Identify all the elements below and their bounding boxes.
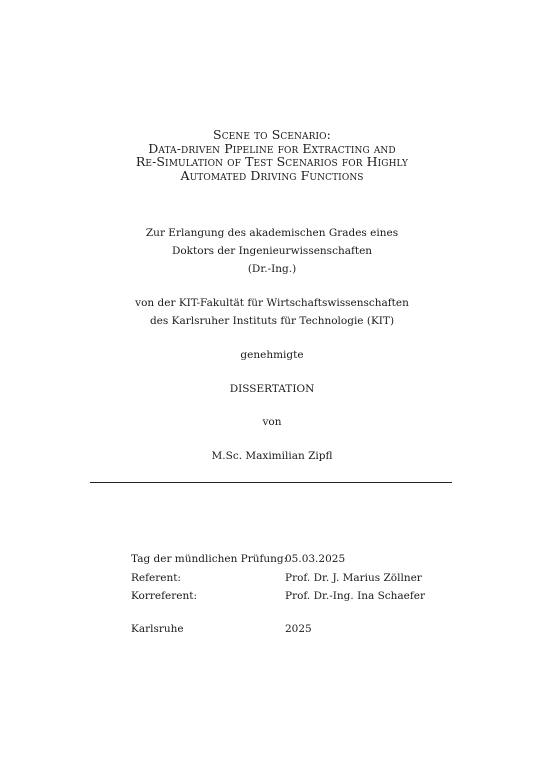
approved-text: genehmigte	[240, 349, 304, 361]
co-referee-value: Prof. Dr.-Ing. Ina Schaefer	[285, 590, 426, 602]
referee-label: Referent:	[131, 572, 181, 584]
author-name: M.Sc. Maximilian Zipfl	[211, 450, 333, 462]
degree-line-1: Zur Erlangung des akademischen Grades eines	[145, 227, 399, 239]
faculty-line-2: des Karlsruher Instituts für Technologie (KIT)	[149, 315, 395, 327]
degree-line-2: Doktors der Ingenieurwissenschaften	[171, 245, 373, 257]
title-line-3: Re-Simulation of Test Scenarios for Highly	[135, 154, 409, 169]
faculty-line-1: von der KIT-Fakultät für Wirtschaftswissenschaften	[135, 297, 409, 309]
exam-date-value: 05.03.2025	[285, 553, 346, 565]
horizontal-rule	[90, 482, 452, 483]
exam-date-label: Tag der mündlichen Prüfung:	[131, 553, 288, 565]
degree-line-3: (Dr.-Ing.)	[247, 263, 297, 275]
place-label: Karlsruhe	[131, 623, 184, 635]
document-type: DISSERTATION	[229, 383, 315, 395]
thesis-title	[60, 128, 484, 182]
referee-value: Prof. Dr. J. Marius Zöllner	[285, 572, 422, 584]
by-text: von	[262, 416, 282, 428]
title-line-2: Data-driven Pipeline for Extracting and	[148, 140, 396, 156]
title-line-1: Scene to Scenario:	[213, 127, 331, 142]
co-referee-label: Korreferent:	[131, 590, 197, 602]
title-line-4: Automated Driving Functions	[180, 167, 364, 183]
year-value: 2025	[285, 623, 312, 635]
